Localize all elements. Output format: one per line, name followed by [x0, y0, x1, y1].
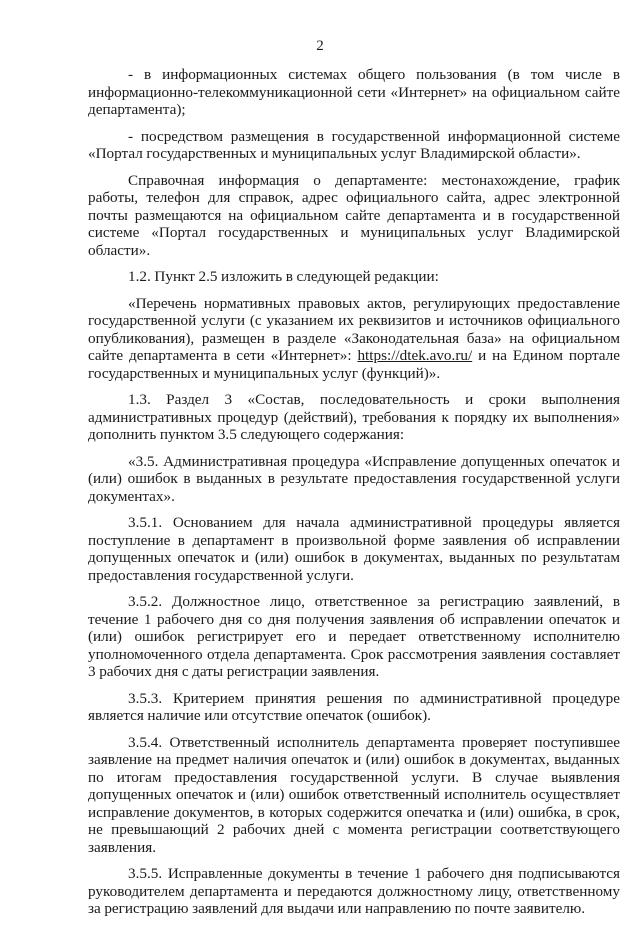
paragraph-info-systems: - в информационных системах общего пользования (в том числе в информационно-телекоммуникационной сети «Интернет» на официальном сайте департамента); — [88, 66, 620, 118]
paragraph-item-1-3: 1.3. Раздел 3 «Состав, последовательность и сроки выполнения административных процедур (действий), требования к порядку их выполнения» дополнить пунктом 3.5 следующего содержания: — [88, 391, 620, 443]
paragraph-legal-acts — [88, 295, 620, 383]
paragraph-3-5-3: 3.5.3. Критерием принятия решения по административной процедуре является наличие или отсутствие опечаток (ошибок). — [88, 689, 620, 724]
paragraph-reference-info: Справочная информация о департаменте: местонахождение, график работы, телефон для справок, адрес официального сайта, адрес электронной почты размещаются на официальном сайте департамента и в государственной системе «Портал государственных и муниципальных услуг Владимирской области». — [88, 171, 620, 259]
paragraph-item-1-2: 1.2. Пункт 2.5 изложить в следующей редакции: — [128, 268, 439, 285]
paragraph-portal-placement: - посредством размещения в государственной информационной системе «Портал государственных и муниципальных услуг Владимирской области». — [88, 127, 620, 162]
document-body — [88, 66, 620, 925]
legal-acts-text-start: «Перечень нормативных правовых актов, регулирующих предоставление государственной услуги (с указанием их реквизитов и источников официального опубликования), размещен в разделе «Законодательная база» на официальном сайте департамента в сети «Интернет»: — [88, 294, 620, 364]
paragraph-3-5-1: 3.5.1. Основанием для начала административной процедуры является поступление в департамент в произвольной форме заявления об исправлении допущенных опечаток и (или) ошибок в документах, выданных по результатам предоставления государственной услуги. — [88, 514, 620, 584]
legal-acts-text-end: и на Едином портале государственных и муниципальных услуг (функций)». — [88, 347, 620, 382]
paragraph-3-5-5: 3.5.5. Исправленные документы в течение 1 рабочего дня подписываются руководителем департамента и передаются должностному лицу, ответственному за регистрацию заявлений для выдачи или направлению по почте заявителю. — [88, 865, 620, 917]
paragraph-3-5: «3.5. Административная процедура «Исправление допущенных опечаток и (или) ошибок в выданных в результате предоставления государственной услуги документах». — [88, 452, 620, 505]
paragraph-3-5-4: 3.5.4. Ответственный исполнитель департамента проверяет поступившее заявление на предмет наличия опечаток и (или) ошибок в документах, выданных по итогам предоставления государственной услуги. В случае выявления допущенных опечаток и (или) ошибок ответственный исполнитель осуществляет исправление документов, в которых содержится опечатка и (или) ошибка, в срок, не превышающий 2 рабочих дней с момента регистрации соответствующего заявления. — [88, 733, 620, 856]
website-link[interactable]: https://dtek.avo.ru/ — [357, 347, 473, 364]
page-number: 2 — [316, 38, 324, 54]
paragraph-3-5-2: 3.5.2. Должностное лицо, ответственное за регистрацию заявлений, в течение 1 рабочего дня со дня получения заявления об исправлении опечаток и (или) ошибок регистрирует его и передает ответственному исполнителю уполномоченного отдела департамента. Срок рассмотрения заявления составляет 3 рабочих дня с даты регистрации заявления. — [88, 593, 620, 680]
